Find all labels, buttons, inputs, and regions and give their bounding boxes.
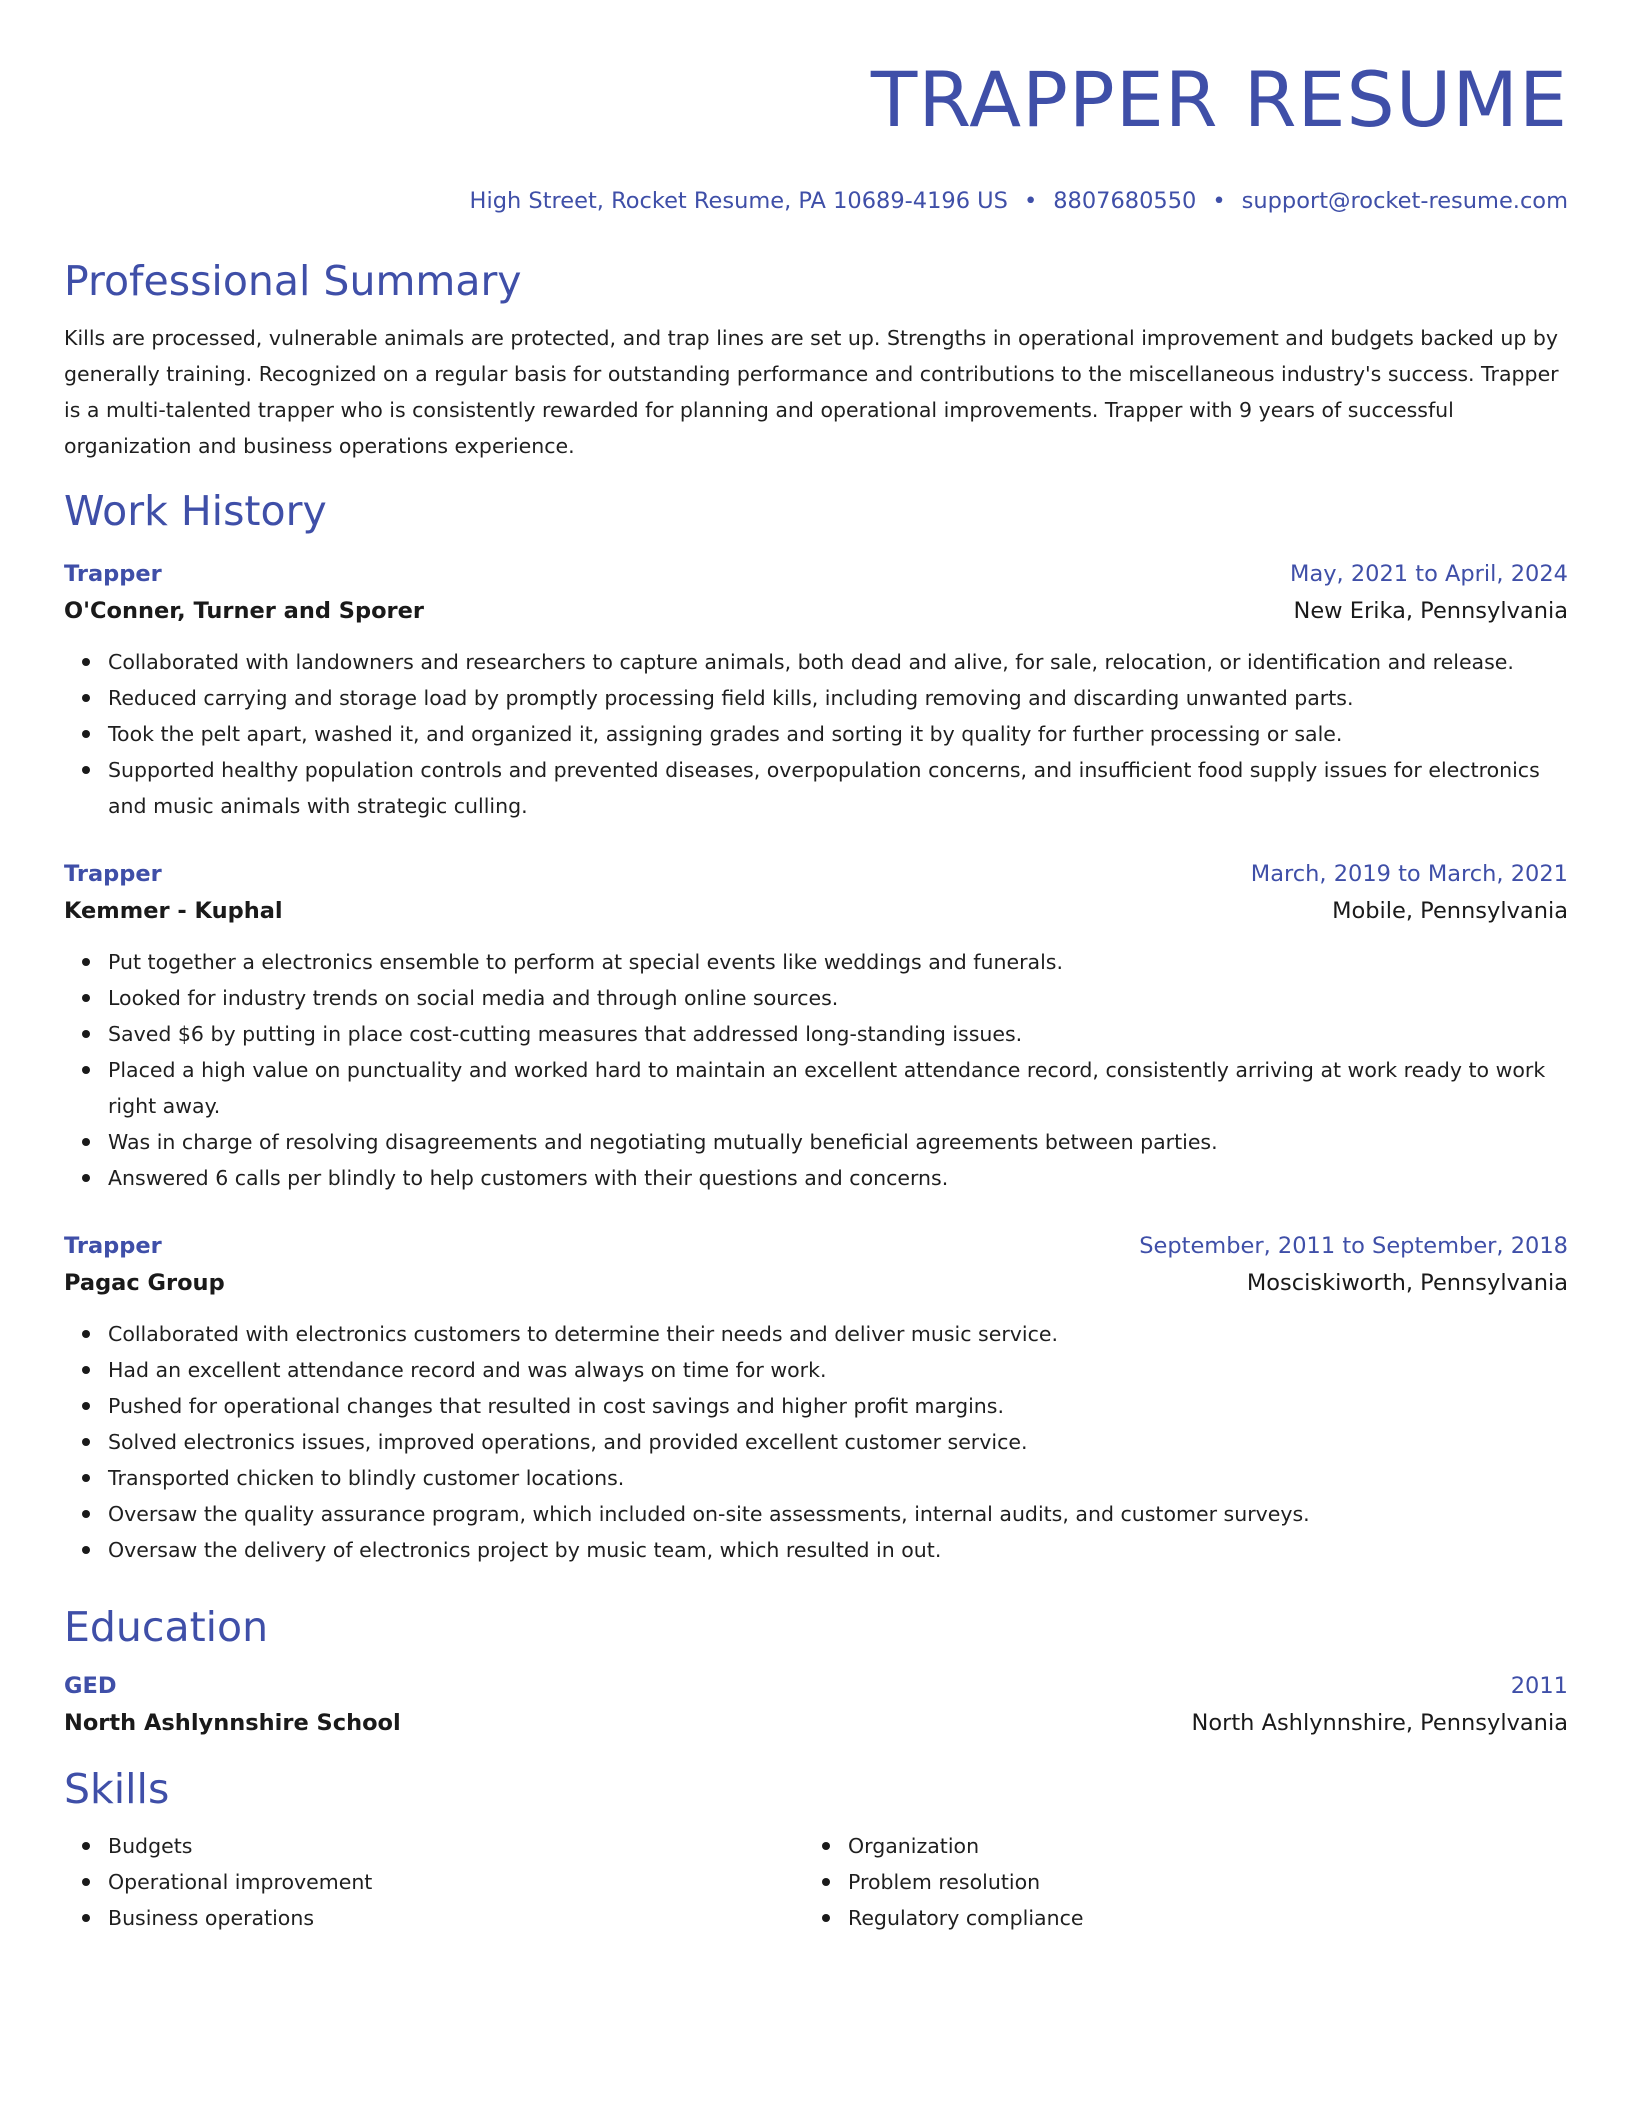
job-bullets xyxy=(64,1316,1568,1568)
job-bullet: Collaborated with landowners and researchers to capture animals, both dead and alive, for sale, relocation, or identification and release. xyxy=(108,644,1568,680)
contact-line xyxy=(64,186,1568,216)
job-company: Pagac Group xyxy=(64,1270,225,1296)
job-bullet: Collaborated with electronics customers to determine their needs and deliver music service. xyxy=(108,1316,1568,1352)
contact-separator: • xyxy=(1212,188,1226,214)
job-bullet: Looked for industry trends on social media and through online sources. xyxy=(108,980,1568,1016)
job-entry xyxy=(64,856,1568,1196)
resume-header xyxy=(64,52,1568,216)
skill-item: Organization xyxy=(848,1828,1083,1864)
job-location: Mosciskiworth, Pennsylvania xyxy=(1246,1270,1568,1296)
skills-bullets xyxy=(64,1828,804,1936)
job-dates: September, 2011 to September, 2018 xyxy=(1139,1233,1568,1259)
job-bullet: Oversaw the delivery of electronics project by music team, which resulted in out. xyxy=(108,1532,1568,1568)
skill-item: Problem resolution xyxy=(848,1864,1083,1900)
contact-email: support@rocket-resume.com xyxy=(1241,188,1568,214)
job-company: O'Conner, Turner and Sporer xyxy=(64,598,425,624)
job-bullets xyxy=(64,644,1568,824)
summary-text: Kills are processed, vulnerable animals are protected, and trap lines are set up. Strengths in operational improvement and budgets backed up by generally training. Recognized on a regular basis for outstanding performance and contributions to the miscellaneous industry's success. Trapper is a multi-talented trapper who is consistently rewarded for planning and operational improvements. Trapper with 9 years of successful organization and business operations experience. xyxy=(64,326,1559,458)
job-bullet: Saved $6 by putting in place cost-cutting measures that addressed long-standing issues. xyxy=(108,1016,1568,1052)
section-title-work-history: Work History xyxy=(64,487,327,535)
section-title-skills: Skills xyxy=(64,1765,170,1813)
contact-address: High Street, Rocket Resume, PA 10689-4196 US xyxy=(469,188,1008,214)
job-location: Mobile, Pennsylvania xyxy=(1332,898,1568,924)
education-location: North Ashlynnshire, Pennsylvania xyxy=(1191,1710,1568,1736)
job-bullet: Placed a high value on punctuality and worked hard to maintain an excellent attendance record, consistently arriving at work ready to work right away. xyxy=(108,1052,1568,1124)
job-bullet: Was in charge of resolving disagreements and negotiating mutually beneficial agreements between parties. xyxy=(108,1124,1568,1160)
job-bullet: Took the pelt apart, washed it, and organized it, assigning grades and sorting it by quality for further processing or sale. xyxy=(108,716,1568,752)
skills-column xyxy=(64,1828,804,1936)
education-year: 2011 xyxy=(1510,1673,1568,1699)
job-bullet: Put together a electronics ensemble to perform at special events like weddings and funerals. xyxy=(108,944,1568,980)
job-title: Trapper xyxy=(64,1233,162,1259)
skill-item: Budgets xyxy=(108,1828,804,1864)
job-bullet: Reduced carrying and storage load by promptly processing field kills, including removing and discarding unwanted parts. xyxy=(108,680,1568,716)
job-location: New Erika, Pennsylvania xyxy=(1293,598,1568,624)
job-bullet: Transported chicken to blindly customer locations. xyxy=(108,1460,1568,1496)
contact-phone: 8807680550 xyxy=(1053,188,1197,214)
job-bullet: Had an excellent attendance record and was always on time for work. xyxy=(108,1352,1568,1388)
job-bullet: Solved electronics issues, improved operations, and provided excellent customer service. xyxy=(108,1424,1568,1460)
education-degree: GED xyxy=(64,1673,117,1699)
skill-item: Operational improvement xyxy=(108,1864,804,1900)
job-bullet: Oversaw the quality assurance program, which included on-site assessments, internal audits, and customer surveys. xyxy=(108,1496,1568,1532)
resume-name: TRAPPER RESUME xyxy=(870,55,1568,144)
job-bullet: Supported healthy population controls and prevented diseases, overpopulation concerns, and insufficient food supply issues for electronics and music animals with strategic culling. xyxy=(108,752,1568,824)
skill-item: Regulatory compliance xyxy=(848,1900,1083,1936)
job-entry xyxy=(64,556,1568,824)
job-bullet: Answered 6 calls per blindly to help customers with their questions and concerns. xyxy=(108,1160,1568,1196)
skill-item: Business operations xyxy=(108,1900,804,1936)
job-dates: March, 2019 to March, 2021 xyxy=(1250,861,1568,887)
education-entry xyxy=(64,1668,1568,1742)
job-bullet: Pushed for operational changes that resulted in cost savings and higher profit margins. xyxy=(108,1388,1568,1424)
job-dates: May, 2021 to April, 2024 xyxy=(1290,561,1568,587)
skills-bullets xyxy=(804,1828,1083,1936)
contact-separator: • xyxy=(1023,188,1038,214)
job-title: Trapper xyxy=(64,861,162,887)
job-bullets xyxy=(64,944,1568,1196)
section-title-education: Education xyxy=(64,1603,269,1651)
section-title-summary: Professional Summary xyxy=(64,257,522,305)
skills-list xyxy=(64,1828,1568,1936)
job-company: Kemmer - Kuphal xyxy=(64,898,283,924)
education-school: North Ashlynnshire School xyxy=(64,1710,401,1736)
job-entry xyxy=(64,1228,1568,1568)
skills-column xyxy=(804,1828,1083,1936)
job-title: Trapper xyxy=(64,561,162,587)
